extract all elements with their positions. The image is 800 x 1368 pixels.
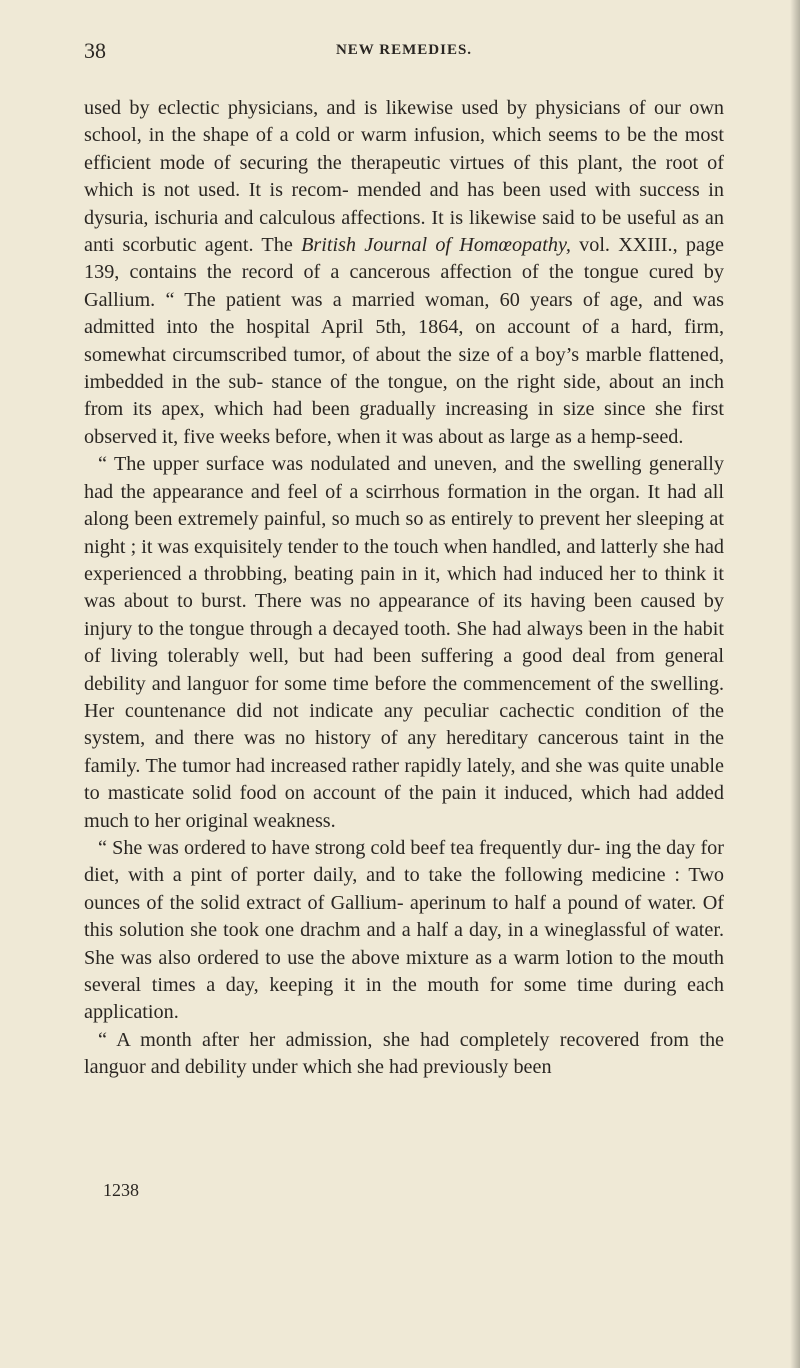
running-head: NEW REMEDIES. (335, 42, 473, 58)
paragraph-4: “ A month after her admission, she had completely recovered from the languor and debility under which she had previously been (84, 1028, 724, 1079)
signature-mark: 1238 (103, 1180, 139, 1200)
journal-title: British Journal of Homœopathy, (301, 234, 571, 257)
page-header (84, 38, 724, 68)
paragraph-2: “ The upper surface was nodulated and uneven, and the swelling generally had the appearance and feel of a scirrhous formation in the organ. It had all along been extremely painful, so much so as entirely to prevent her sleeping at night ; it was exquisitely tender to the touch when handled, and latterly she had experienced a throbbing, beating pain in it, which had induced her to think it was about to burst. There was no appearance of its having been caused by injury to the tongue through a decayed tooth. She had always been in the habit of living tolerably well, but had been suffering a good deal from general debility and languor for some time before the commencement of the swelling. Her countenance did not indicate any peculiar cachectic condition of the system, and there was no history of any hereditary cancerous taint in the family. The tumor had increased rather rapidly lately, and she was quite unable to masticate solid food on account of the pain it induced, which had added much to her original weakness. (84, 453, 724, 832)
paragraph-3: “ She was ordered to have strong cold beef tea frequently dur- ing the day for diet, with a pint of porter daily, and to take the following medicine : Two ounces of the solid extract of Gallium- aperinum to half a pound of water. Of this solution she took one drachm and a half a day, in a wineglassful of water. She was also ordered to use the above mixture as a warm lotion to the mouth several times a day, keeping it in the mouth for some time during each application. (84, 836, 724, 1024)
page-edge-shadow (790, 0, 800, 1368)
page-number: 38 (84, 38, 106, 63)
body-text (84, 95, 724, 1082)
paragraph-1-part-b: vol. XXIII., page 139, contains the record of a cancerous affection of the tongue cured by Gallium. “ The patient was a married woman, 60 years of age, and was admitted into the hospital April 5th, 1864, on account of a hard, firm, somewhat circumscribed tumor, of about the size of a boy’s marble flattened, imbedded in the sub- stance of the tongue, on the right side, about an inch from its apex, which had been gradually increasing in size since she first observed it, five weeks before, when it was about as large as a hemp-seed. (84, 234, 724, 448)
paragraph-1 (84, 95, 724, 451)
paragraph-1-part-a: used by eclectic physicians, and is likewise used by physicians of our own school, in the shape of a cold or warm infusion, which seems to be the most efficient mode of securing the therapeutic virtues of this plant, the root of which is not used. It is recom- mended and has been used with success in dysuria, ischuria and calculous affections. It is likewise said to be useful as an anti scorbutic agent. The (84, 97, 724, 257)
